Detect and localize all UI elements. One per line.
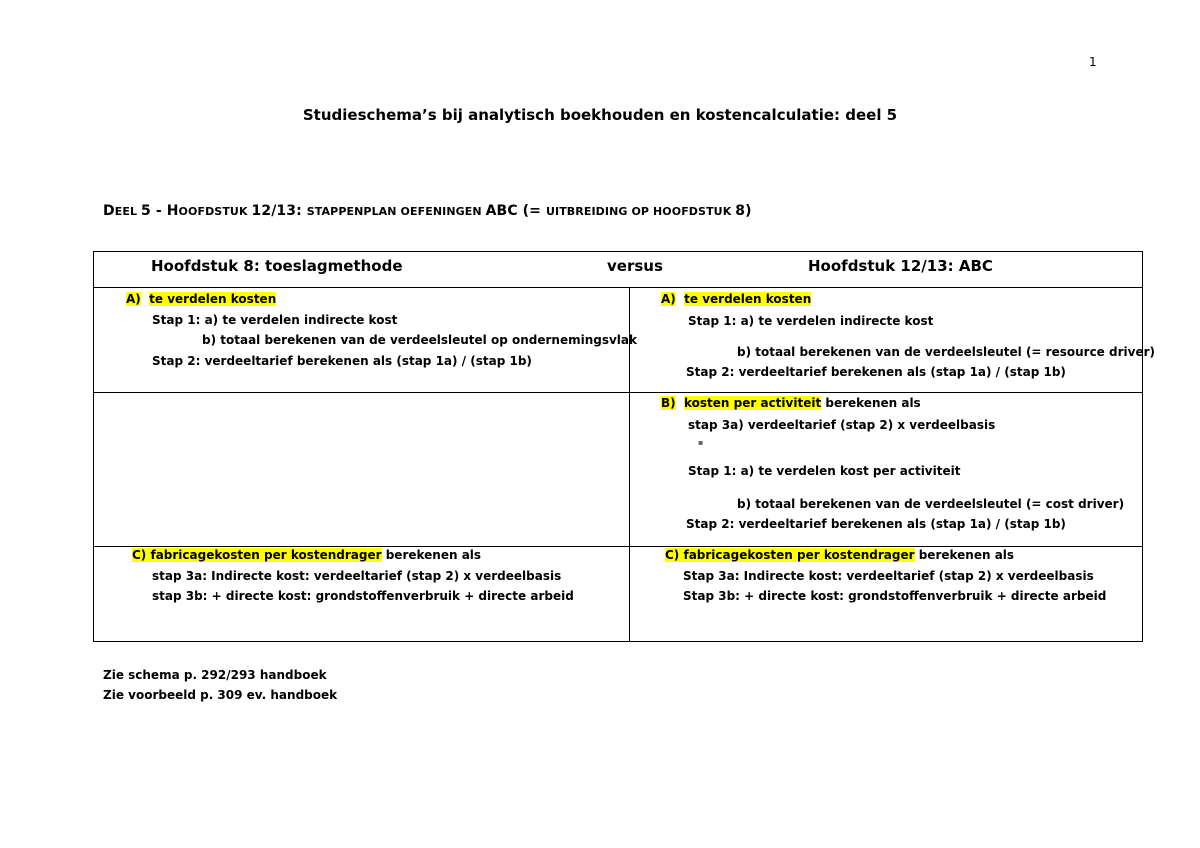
row-c-left-line: stap 3b: + directe kost: grondstoffenverbruik + directe arbeid [152, 589, 574, 603]
label-prefix: A) [126, 292, 141, 306]
row-a-right-line: Stap 1: a) te verdelen indirecte kost [688, 314, 934, 328]
row-a-right-label [661, 292, 811, 306]
row-a-left-label [126, 292, 276, 306]
label-highlight: C) fabricagekosten per kostendrager [132, 548, 382, 562]
heading-part: 12/13: [251, 203, 307, 219]
label-prefix: B) [661, 396, 676, 410]
bullet-marker: ▪ [698, 438, 704, 447]
footer-reference: Zie voorbeeld p. 309 ev. handboek [103, 688, 338, 702]
document-title: Studieschema’s bij analytisch boekhouden en kostencalculatie: deel 5 [302, 106, 898, 124]
label-highlight: te verdelen kosten [684, 292, 812, 306]
footer-reference: Zie schema p. 292/293 handboek [103, 668, 327, 682]
row-a-left-line: Stap 1: a) te verdelen indirecte kost [152, 313, 398, 327]
row-c-right-label [665, 548, 1014, 562]
comparison-table [93, 251, 1155, 642]
table-divider [94, 546, 1142, 547]
row-b-right-line: stap 3a) verdeeltarief (stap 2) x verdeelbasis [688, 418, 996, 432]
header-right: Hoofdstuk 12/13: ABC [808, 257, 993, 275]
label-suffix: berekenen als [821, 396, 921, 410]
row-a-right-line: b) totaal berekenen van de verdeelsleutel (= resource driver) [737, 345, 1155, 359]
page-number: 1 [1089, 55, 1097, 69]
label-suffix: berekenen als [381, 548, 482, 562]
row-a-right-line: Stap 2: verdeeltarief berekenen als (stap 1a) / (stap 1b) [686, 365, 1066, 379]
heading-part: ABC (= [485, 203, 546, 219]
section-heading [103, 203, 752, 219]
heading-part: 5 - H [141, 203, 179, 219]
table-divider [94, 392, 1142, 393]
row-b-right-line: Stap 1: a) te verdelen kost per activiteit [688, 464, 961, 478]
header-versus: versus [607, 257, 663, 275]
heading-part: 8) [735, 203, 752, 219]
label-highlight: kosten per activiteit [684, 396, 822, 410]
heading-part: UITBREIDING OP HOOFDSTUK [545, 205, 736, 218]
label-suffix: berekenen als [914, 548, 1015, 562]
heading-part: OOFDSTUK [178, 205, 252, 218]
row-a-left-line: b) totaal berekenen van de verdeelsleutel op ondernemingsvlak [202, 333, 637, 347]
row-c-right-line: Stap 3b: + directe kost: grondstoffenverbruik + directe arbeid [683, 589, 1107, 603]
row-c-left-line: stap 3a: Indirecte kost: verdeeltarief (stap 2) x verdeelbasis [152, 569, 562, 583]
heading-part: STAPPENPLAN OEFENINGEN [306, 205, 486, 218]
heading-part: D [103, 203, 115, 219]
label-highlight: C) fabricagekosten per kostendrager [665, 548, 915, 562]
table-divider [94, 287, 1142, 288]
heading-part: EEL [114, 205, 142, 218]
header-left: Hoofdstuk 8: toeslagmethode [151, 257, 403, 275]
row-a-left-line: Stap 2: verdeeltarief berekenen als (stap 1a) / (stap 1b) [152, 354, 532, 368]
row-b-right-label [661, 396, 921, 410]
row-b-right-line: b) totaal berekenen van de verdeelsleutel (= cost driver) [737, 497, 1125, 511]
row-c-left-label [132, 548, 481, 562]
label-prefix: A) [661, 292, 676, 306]
row-c-right-line: Stap 3a: Indirecte kost: verdeeltarief (stap 2) x verdeelbasis [683, 569, 1094, 583]
row-b-right-line: Stap 2: verdeeltarief berekenen als (stap 1a) / (stap 1b) [686, 517, 1066, 531]
label-highlight: te verdelen kosten [149, 292, 277, 306]
